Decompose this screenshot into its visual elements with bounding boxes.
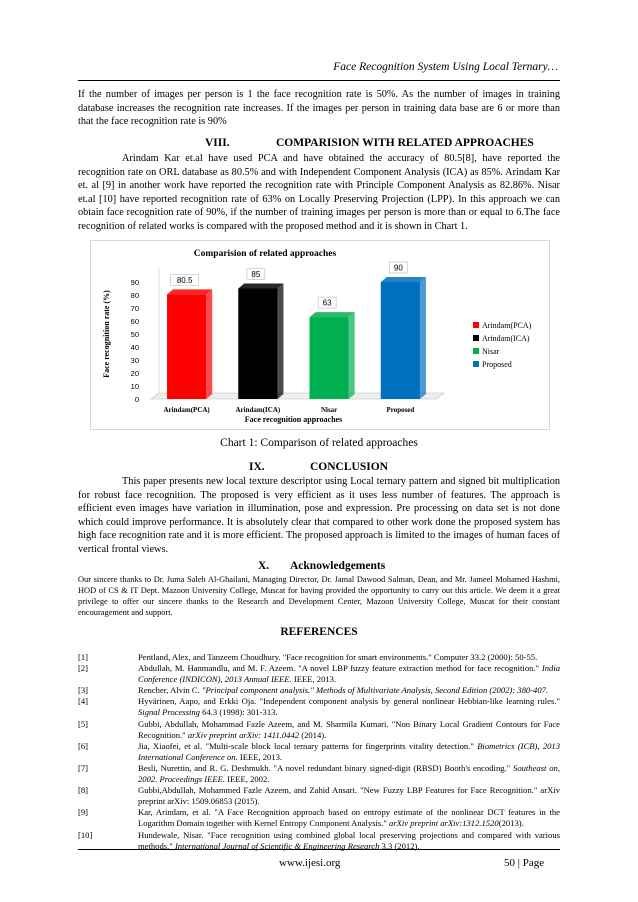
section9-number: IX. bbox=[249, 461, 265, 473]
legend-swatch bbox=[473, 335, 479, 341]
reference-text: Abdullah, M. Hanmandlu, and M. F. Azeem. "A novel LBP fuzzy feature extraction method for face recognition." India Conference (INDICON), 2013 Annual IEEE. IEEE, 2013. bbox=[138, 663, 560, 685]
bar bbox=[238, 289, 277, 400]
reference-item bbox=[78, 696, 560, 718]
reference-text: Rencher, Alvin C. "Principal component analysis." Methods of Multivariate Analysis, Second Edition (2002): 380-407. bbox=[138, 685, 549, 696]
reference-number: [9] bbox=[78, 807, 89, 818]
y-tick-label: 30 bbox=[130, 356, 139, 365]
bar-top bbox=[310, 312, 355, 317]
x-tick-label: Nisar bbox=[320, 406, 338, 414]
references-list bbox=[78, 652, 560, 852]
reference-number: [4] bbox=[78, 696, 89, 707]
y-tick-label: 20 bbox=[130, 369, 139, 378]
reference-number: [7] bbox=[78, 762, 89, 773]
reference-text: Besli, Nurettin, and R. G. Deshmukh. "A novel redundant binary signed-digit (RBSD) Booth's encoding." Southeast on, 2002. Proceedings IEEE. IEEE, 2002. bbox=[138, 762, 560, 785]
y-tick-label: 10 bbox=[130, 382, 139, 391]
legend-swatch bbox=[473, 348, 479, 354]
reference-item bbox=[78, 807, 560, 829]
footer-rule bbox=[78, 849, 560, 850]
y-tick-label: 70 bbox=[130, 304, 139, 313]
legend-label: Nisar bbox=[482, 347, 500, 356]
legend-swatch bbox=[473, 361, 479, 367]
data-label: 90 bbox=[393, 263, 403, 273]
header-rule bbox=[78, 80, 560, 81]
acknowledgements-body: Our sincere thanks to Dr. Juma Saleh Al-Ghailani, Managing Director, Dr. Jamal Dawood Salman, Dean, and Mr. Jameel Mohamed Hashmi, HOD of CS & IT Dept. Mazoon University College, Muscat for having provided the opportunity to carry out this article. We deem it a great privilege to offer our sincere thanks to the Research and Development Center, Mazoon University College, Muscat for their constant encouragement and support. bbox=[78, 575, 560, 617]
reference-number: [10] bbox=[78, 829, 93, 840]
bar-side bbox=[277, 284, 283, 400]
y-tick-label: 0 bbox=[134, 395, 139, 404]
reference-number: [8] bbox=[78, 785, 89, 796]
bar-top bbox=[238, 284, 283, 289]
reference-text: Hyvärinen, Aapo, and Erkki Oja. "Independent component analysis by general nonlinear Hebbian-like learning rules." Signal Processing 64.3 (1998): 301-313. bbox=[138, 696, 560, 718]
y-axis-title: Face recognition rate (%) bbox=[102, 290, 111, 378]
bar-side bbox=[349, 312, 355, 399]
x-tick-label: Proposed bbox=[386, 406, 415, 414]
reference-number: [3] bbox=[78, 685, 89, 696]
bar-side bbox=[206, 289, 212, 399]
x-tick-label: Arindam(PCA) bbox=[163, 406, 210, 414]
chart-container bbox=[90, 240, 550, 430]
bar-top bbox=[381, 277, 426, 282]
bar bbox=[310, 317, 349, 399]
reference-number: [5] bbox=[78, 718, 89, 729]
footer-page-number: 50 | Page bbox=[504, 857, 545, 869]
legend-label: Arindam(ICA) bbox=[482, 334, 530, 343]
reference-item bbox=[78, 719, 560, 741]
reference-text: Gubbi, Abdullah, Mohammad Fazle Azeem, and M. Sharmila Kumari. "Non Binary Local Gradient Contours for Face Recognition." arXiv preprint arXiv: 1411.0442 (2014). bbox=[138, 718, 560, 740]
reference-item bbox=[78, 741, 560, 763]
bar-chart bbox=[91, 241, 549, 429]
reference-number: [2] bbox=[78, 663, 89, 674]
reference-item bbox=[78, 785, 560, 807]
running-header: Face Recognition System Using Local Ternary… bbox=[333, 61, 558, 73]
chart-title: Comparision of related approaches bbox=[193, 249, 337, 259]
section9-body: This paper presents new local texture descriptor using Local ternary pattern and signed bit multiplication for robust face recognition. The proposed is very efficient as it uses less number of features. The approach is efficient even images have variation in illumination, pose and expression. Pre processing on data set is not done which could improve performance. It is absolutely clear that compared to other work done the proposed system has high face recognition rate and it is more efficient. The proposed approach is limited to the images of human faces of vertical frontal views. bbox=[78, 476, 560, 555]
y-tick-label: 80 bbox=[130, 291, 139, 300]
footer-website[interactable]: www.ijesi.org bbox=[279, 857, 341, 869]
reference-text: Jia, Xiaofei, et al. "Multi-scale block local ternary patterns for fingerprints vitality detection." Biometrics (ICB), 2013 International Conference on. IEEE, 2013. bbox=[138, 740, 561, 762]
reference-item bbox=[78, 685, 560, 696]
y-tick-label: 60 bbox=[130, 317, 139, 326]
y-tick-label: 90 bbox=[130, 278, 139, 287]
legend-label: Proposed bbox=[482, 360, 512, 369]
chart-caption: Chart 1: Comparison of related approaches bbox=[220, 437, 418, 449]
y-tick-label: 50 bbox=[130, 330, 139, 339]
reference-text: Kar, Arindam, et al. "A Face Recognition approach based on entropy estimate of the nonlinear DCT features in the Logarithm Domain together with Kernel Entropy Component Analysis." arXiv preprint arXiv:1312.1520(2013). bbox=[138, 807, 560, 829]
section10-number: X. bbox=[258, 560, 270, 572]
reference-item bbox=[78, 663, 560, 685]
reference-text: Pentland, Alex, and Tanzeem Choudhury. "Face recognition for smart environments." Computer 33.2 (2000): 50-55. bbox=[138, 652, 538, 662]
bar-side bbox=[420, 277, 426, 399]
data-label: 80.5 bbox=[176, 275, 193, 285]
section10-title: Acknowledgements bbox=[290, 560, 386, 572]
bar bbox=[167, 294, 206, 399]
section8-number: VIII. bbox=[205, 137, 230, 149]
legend-label: Arindam(PCA) bbox=[482, 321, 532, 330]
reference-number: [6] bbox=[78, 740, 89, 751]
bar bbox=[381, 282, 420, 399]
data-label: 63 bbox=[322, 298, 332, 308]
reference-text: Gubbi,Abdullah, Mohammed Fazle Azeem, and Zahid Ansari. "New Fuzzy LBP Features for Face Recognition." arXiv preprint arXiv: 1509.06853 (2015). bbox=[138, 785, 560, 807]
legend-swatch bbox=[473, 322, 479, 328]
reference-item bbox=[78, 652, 560, 663]
x-axis-title: Face recognition approaches bbox=[244, 415, 343, 424]
data-label: 85 bbox=[251, 270, 261, 279]
intro-paragraph: If the number of images per person is 1 the face recognition rate is 50%. As the number of images in training database increases the recognition rate increases. If the images per person in training data base are 6 or more than that the face recognition rate is 90% bbox=[78, 89, 560, 128]
section9-title: CONCLUSION bbox=[310, 461, 388, 473]
reference-number: [1] bbox=[78, 652, 89, 662]
references-title: REFERENCES bbox=[280, 626, 358, 638]
y-tick-label: 40 bbox=[130, 343, 139, 352]
reference-item bbox=[78, 763, 560, 785]
section8-title: COMPARISION WITH RELATED APPROACHES bbox=[276, 137, 534, 149]
x-tick-label: Arindam(ICA) bbox=[235, 406, 281, 414]
bar-top bbox=[167, 289, 212, 294]
reference-text: Hundewale, Nisar. "Face recognition using combined global local preserving projections and compared with various methods." International Journal of Scientific & Engineering Research 3.3 (2012). bbox=[138, 829, 560, 851]
section8-body: Arindam Kar et.al have used PCA and have obtained the accuracy of 80.5[8], have reported the recognition rate on ORL database as 80.5% and with Independent Component Analysis (ICA) as 85%. Arindam Kar et. al [9] in another work have reported the recognition rate with Principle Component Analysis as 82.86%. Nisar et.al [10] have reported recognition rate of 63% on Locally Preserving Projection (LPP). In this approach we can obtain face recognition rate of 90%, if the number of training images per person is more than or equal to 6.The face recognition of related works is compared with the proposed method and it is shown in Chart 1. bbox=[78, 153, 560, 232]
